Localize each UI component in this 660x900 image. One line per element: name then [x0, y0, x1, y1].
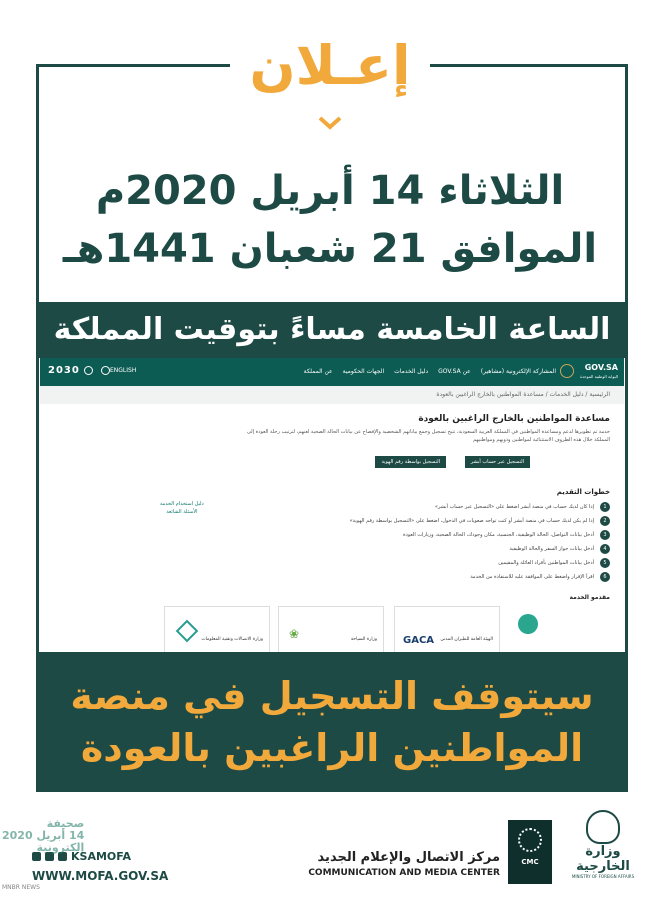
- nav-item-gov-entities[interactable]: الجهات الحكومية: [342, 368, 385, 375]
- cmc-name-ar: مركز الاتصال والإعلام الجديد: [317, 850, 500, 865]
- language-switch[interactable]: ENGLISH: [110, 367, 137, 374]
- cmc-logo: [508, 820, 552, 884]
- provider-name: وزارة السياحة: [350, 637, 377, 642]
- watermark-date: 14 أبريل 2020: [2, 829, 85, 842]
- site-navbar: [40, 358, 624, 386]
- mofa-name-en: MINISTRY OF FOREIGN AFFAIRS: [571, 874, 635, 879]
- footer: [0, 800, 660, 900]
- cmc-text: [308, 850, 500, 878]
- nav-item-kingdom[interactable]: عن المملكة: [303, 368, 333, 375]
- step-number: 2: [600, 516, 610, 526]
- website-screenshot: [40, 358, 624, 652]
- mcit-logo-icon: [176, 620, 199, 643]
- step-number: 1: [600, 502, 610, 512]
- step-text: إذا لم يكن لديك حساب في منصة أبشر أو كنت تواجه صعوبات في الدخول، اضغط على «التسجيل بواسطة رقم الهوية»: [349, 518, 594, 524]
- step-item: [470, 572, 610, 582]
- handle-text: KSAMOFA: [71, 850, 132, 863]
- user-icon[interactable]: [84, 366, 93, 375]
- step-number: 3: [600, 530, 610, 540]
- provider-name: وزارة الاتصالات وتقنية المعلومات: [201, 637, 263, 642]
- watermark: [2, 818, 84, 854]
- provider-card-gaca[interactable]: [394, 606, 500, 652]
- step-text: اقرأ الإقرار واضغط على الموافقة عليه للاستفادة من الخدمة: [470, 574, 594, 580]
- website-url: WWW.MOFA.GOV.SA: [32, 869, 169, 883]
- step-number: 6: [600, 572, 610, 582]
- help-links: [160, 500, 204, 516]
- announcement-title: إعـلان: [249, 34, 411, 97]
- provider-card-mcit[interactable]: [164, 606, 270, 652]
- register-id-button[interactable]: التسجيل بواسطة رقم الهوية: [375, 456, 446, 468]
- step-number: 5: [600, 558, 610, 568]
- social-info: [32, 850, 168, 883]
- step-text: أدخل بيانات التواصل، الحالة الوظيفية، الجنسية، مكان وجودك، الحالة الصحية، وزيارات العودة: [403, 532, 594, 538]
- date-hijri: الموافق 21 شعبان 1441هـ: [62, 226, 598, 272]
- step-text: إذا كان لديك حساب في منصة أبشر اضغط على «التسجيل عبر حساب أبشر»: [434, 504, 594, 510]
- vision-2030-logo: 2030: [48, 365, 80, 376]
- time-banner: الساعة الخامسة مساءً بتوقيت المملكة: [36, 302, 628, 358]
- user-guide-link[interactable]: دليل استخدام الخدمة: [160, 501, 204, 507]
- register-absher-button[interactable]: التسجيل عبر حساب أبشر: [465, 456, 530, 468]
- announcement-title-wrap: [230, 30, 430, 102]
- nav-item-services[interactable]: دليل الخدمات: [394, 368, 429, 375]
- step-item: [435, 502, 610, 512]
- watermark-line-1: صحيفة: [46, 817, 85, 830]
- provider-card-tourism[interactable]: [278, 606, 384, 652]
- brand-name: GOV.SA: [584, 363, 618, 372]
- nav-menu: [304, 368, 556, 375]
- steps-title: خطوات التقديم: [556, 488, 610, 496]
- step-number: 4: [600, 544, 610, 554]
- cmc-abbr: CMC: [521, 858, 539, 866]
- cmc-name-en: COMMUNICATION AND MEDIA CENTER: [308, 868, 500, 878]
- providers-title: مقدمو الخدمة: [569, 594, 610, 601]
- service-description: خدمة تم تطويرها لدعم ومساعدة المواطنين في المملكة العربية السعودية، تتيح تسجيل وجمع بياناتهم الشخصية والإفصاح عن بيانات الحالة الصحية لعنهم، لترتيب رحلة العودة إلى المملكة خلال هذه الظروف الاستثنائية لمواطنين وذويهم ومواطنيهم: [247, 429, 610, 443]
- mofa-logo: [562, 810, 644, 879]
- provider-name: الهيئة العامة للطيران المدني: [440, 637, 493, 642]
- nav-item-about[interactable]: عن GOV.SA: [438, 368, 471, 375]
- step-text: أدخل بيانات جواز السفر والحالة الوظيفية: [509, 546, 594, 552]
- tourism-logo-icon: ❀: [289, 627, 300, 641]
- step-item: [498, 558, 610, 568]
- step-item: [403, 530, 610, 540]
- headline-line-1: سيتوقف التسجيل في منصة: [70, 674, 594, 718]
- step-item: [350, 516, 610, 526]
- headline-line-2: المواطنين الراغبين بالعودة: [80, 726, 584, 770]
- mofa-name-ar: وزارة الخارجية: [576, 844, 630, 874]
- headline-banner: [36, 652, 628, 792]
- chat-icon[interactable]: [518, 614, 538, 634]
- chevron-down-icon: [318, 116, 342, 132]
- step-item: [509, 544, 610, 554]
- service-title: مساعدة المواطنين بالخارج الراغبين بالعودة: [418, 414, 610, 424]
- watermark-en: MNBR NEWS: [2, 884, 40, 891]
- faq-link[interactable]: الأسئلة الشائعة: [166, 509, 198, 515]
- date-gregorian: الثلاثاء 14 أبريل 2020م: [95, 168, 565, 214]
- nav-item-participation[interactable]: المشاركة الإلكترونية (مشاهير): [480, 368, 556, 375]
- gaca-logo: GACA: [403, 635, 435, 646]
- site-brand[interactable]: [580, 363, 618, 381]
- nav-icons: [84, 366, 110, 375]
- search-icon[interactable]: [101, 366, 110, 375]
- brand-subtitle: البوابة الوطنية الموحدة: [579, 374, 618, 379]
- gov-sa-logo-icon: [560, 364, 574, 378]
- cmc-emblem-icon: [518, 828, 542, 852]
- step-text: أدخل بيانات المواطنين بأفراد العائلة والمقيمين: [498, 560, 594, 566]
- saudi-emblem-icon: [586, 810, 620, 844]
- breadcrumb[interactable]: الرئيسية / دليل الخدمات / مساعدة المواطنين بالخارج الراغبين بالعودة: [436, 391, 610, 398]
- watermark-line-2: إلكترونية: [36, 841, 85, 854]
